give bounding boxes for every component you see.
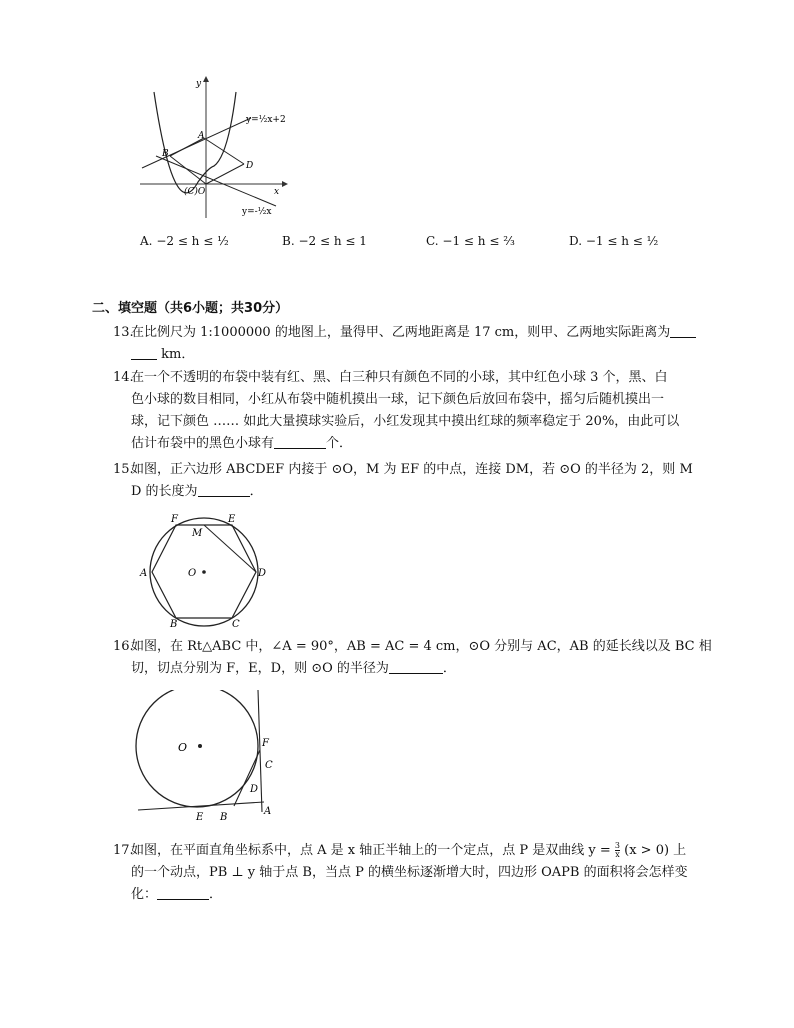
parabola-lines-figure [136,76,296,221]
tangent-circle-figure [134,690,276,824]
answer-blank[interactable] [274,434,326,449]
question-number: 15. [113,462,134,477]
q16-line2b: ． [442,661,456,676]
q17-line1a: 如图，在平面直角坐标系中，点 A 是 x 轴正半轴上的一个定点，点 P 是双曲线 y = [131,843,611,858]
label-m: M [192,528,203,539]
q15-line2b: ． [249,484,263,499]
option-letter: A. [140,234,153,248]
question-number: 13. [113,325,134,340]
answer-blank[interactable] [389,659,443,674]
option-a[interactable] [140,234,229,248]
label-d: D [250,784,259,795]
question-15 [113,459,713,503]
point-a-label: A [198,131,205,141]
option-letter: B. [282,234,295,248]
option-letter: D. [569,234,583,248]
label-o: O [188,568,197,579]
answer-blank[interactable] [198,482,250,497]
question-number: 16. [113,639,134,654]
q14-line1: 在一个不透明的布袋中装有红、黑、白三种只有颜色不同的小球，其中红色小球 3 个，黑、白 [131,370,668,385]
label-a: A [264,806,272,817]
option-letter: C. [426,234,439,248]
frac-numerator: 3 [614,841,620,850]
y-axis-label: y [196,79,202,89]
q13-text-line1: 在比例尺为 1:1000000 的地图上，量得甲、乙两地距离是 17 cm，则甲、乙两地实际距离为 [131,325,671,340]
answer-blank[interactable] [670,323,696,338]
q16-line1: 如图，在 Rt△ABC 中，∠A = 90°，AB = AC = 4 cm，⊙O 分别与 AC，AB 的延长线以及 BC 相 [131,639,712,654]
point-b-label: B [162,149,169,159]
q15-line2a: D 的长度为 [131,484,198,499]
option-text: −1 ≤ h ≤ ½ [585,234,659,248]
q14-line4b: 个． [326,436,353,451]
option-text: −1 ≤ h ≤ ⅔ [442,234,515,248]
q14-line3: 球，记下颜色 …… 如此大量摸球实验后，小红发现其中摸出红球的频率稳定于 20%，由此可以 [131,414,680,429]
option-text: −2 ≤ h ≤ ½ [156,234,229,248]
q17-line3b: ． [209,887,223,902]
label-f: F [171,514,178,525]
label-b: B [220,812,228,823]
q14-line4a: 估计布袋中的黑色小球有 [131,436,275,451]
label-a: A [140,568,148,579]
q14-line2: 色小球的数目相同，小红从布袋中随机摸出一球，记下颜色后放回布袋中，摇匀后随机摸出一 [131,392,665,407]
q13-text-line2: km． [161,347,195,362]
option-b[interactable] [282,234,367,248]
origin-label: (C)O [184,187,206,197]
label-e: E [228,514,236,525]
line2-label: y=-½x [242,207,272,217]
q17-line2: 的一个动点，PB ⊥ y 轴于点 B，当点 P 的横坐标逐渐增大时，四边形 OAPB 的面积将会怎样变 [131,865,688,880]
question-17 [113,840,713,906]
q15-line1: 如图，正六边形 ABCDEF 内接于 ⊙O，M 为 EF 的中点，连接 DM，若 ⊙O 的半径为 2，则 M [131,462,693,477]
section-title: 二、填空题（共6小题；共30分） [92,301,289,316]
q17-line3a: 化： [131,887,158,902]
option-c[interactable] [426,234,515,248]
line1-label: y=½x+2 [246,115,286,125]
question-16 [113,636,713,680]
label-d: D [258,568,267,579]
label-b: B [170,619,178,628]
hexagon-circle-figure [136,510,276,628]
fraction-3-over-x [615,842,620,859]
option-d[interactable] [569,234,658,248]
label-f: F [262,738,269,749]
answer-blank[interactable] [157,885,209,900]
label-o: O [178,741,188,754]
label-c: C [232,619,240,628]
option-text: −2 ≤ h ≤ 1 [298,234,367,248]
q17-line1b: (x > 0) 上 [624,843,687,858]
question-number: 14. [113,370,134,385]
frac-denominator: x [615,850,620,859]
label-c: C [265,760,273,771]
x-axis-label: x [274,187,280,197]
answer-blank[interactable] [131,345,157,360]
q16-line2a: 切，切点分别为 F，E，D，则 ⊙O 的半径为 [131,661,389,676]
label-e: E [196,812,204,823]
point-d-label: D [246,161,254,171]
question-number: 17. [113,843,134,858]
question-14 [113,367,713,455]
question-13 [113,322,713,366]
